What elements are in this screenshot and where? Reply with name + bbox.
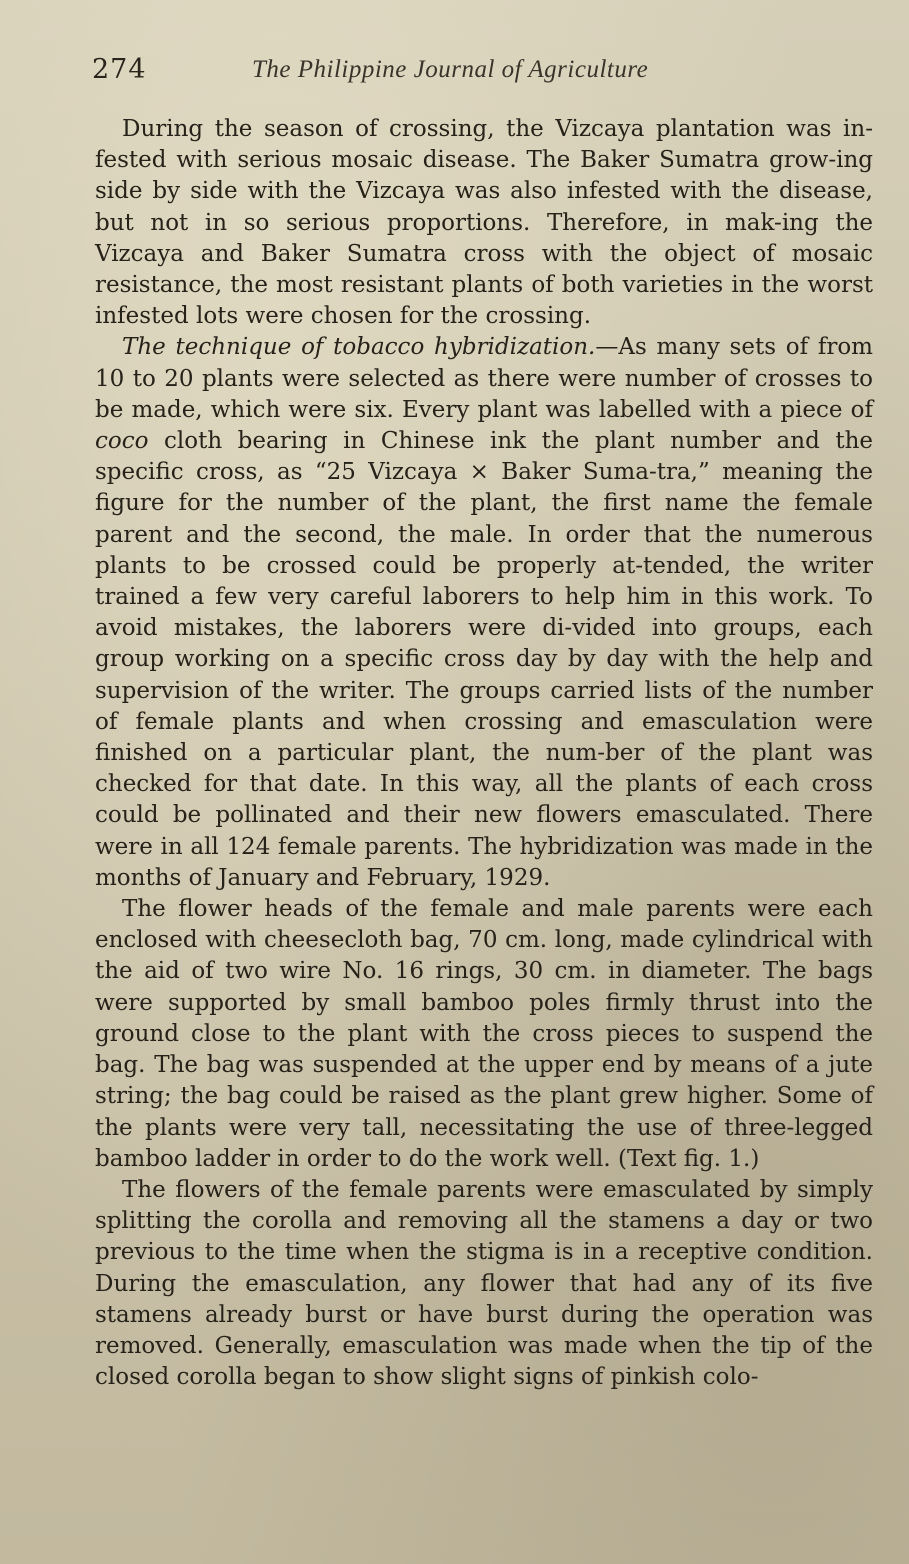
paragraph-text: —As many sets of from 10 to 20 plants were selected as there were number of crosses to be made, which were six. Every plant was labelled with a piece of	[95, 334, 873, 423]
paragraph-text: cloth bearing in Chinese ink the plant number and the specific cross, as “25 Vizcaya × Baker Suma-tra,” meaning the figure for the number of the plant, the first name the female parent and the second, the male. In order that the numerous plants to be crossed could be properly at-tended, the writer trained a few very careful laborers to help him in this work. To avoid mistakes, the laborers were di-vided into groups, each group working on a specific cross day by day with the help and supervision of the writer. The groups carried lists of the number of female plants and when crossing and emasculation were finished on a particular plant, the num-ber of the plant was checked for that date. In this way, all the plants of each cross could be pollinated and their new flowers emasculated. There were in all 124 female parents. The hybridization was made in the months of January and February, 1929.	[95, 428, 873, 891]
running-title: The Philippine Journal of Agriculture	[252, 56, 649, 83]
paragraph	[95, 1175, 873, 1393]
paragraph	[95, 894, 873, 1175]
page-header	[92, 54, 872, 94]
page-number: 274	[92, 54, 147, 85]
italic-term: coco	[95, 428, 149, 455]
paragraph	[95, 332, 873, 894]
paragraph-text: During the season of crossing, the Vizcaya plantation was in-fested with serious mosaic disease. The Baker Sumatra grow-ing side by side with the Vizcaya was also infested with the disease, but not in so serious proportions. Therefore, in mak-ing the Vizcaya and Baker Sumatra cross with the object of mosaic resistance, the most resistant plants of both varieties in the worst infested lots were chosen for the crossing.	[95, 116, 873, 330]
section-run-in-heading: The technique of tobacco hybridization.	[122, 334, 596, 361]
paragraph	[95, 114, 873, 332]
paragraph-text: The flowers of the female parents were emasculated by simply splitting the corolla and removing all the stamens a day or two previous to the time when the stigma is in a receptive condition. During the emasculation, any flower that had any of its five stamens already burst or have burst during the operation was removed. Generally, emasculation was made when the tip of the closed corolla began to show slight signs of pinkish colo-	[95, 1176, 873, 1391]
paragraph-text: The flower heads of the female and male parents were each enclosed with cheesecloth bag, 70 cm. long, made cylindrical with the aid of two wire No. 16 rings, 30 cm. in diameter. The bags were supported by small bamboo poles firmly thrust into the ground close to the plant with the cross pieces to suspend the bag. The bag was suspended at the upper end by means of a jute string; the bag could be raised as the plant grew higher. Some of the plants were very tall, necessitating the use of three-legged bamboo ladder in order to do the work well. (Text fig. 1.)	[95, 896, 873, 1172]
body-text	[95, 114, 873, 1393]
